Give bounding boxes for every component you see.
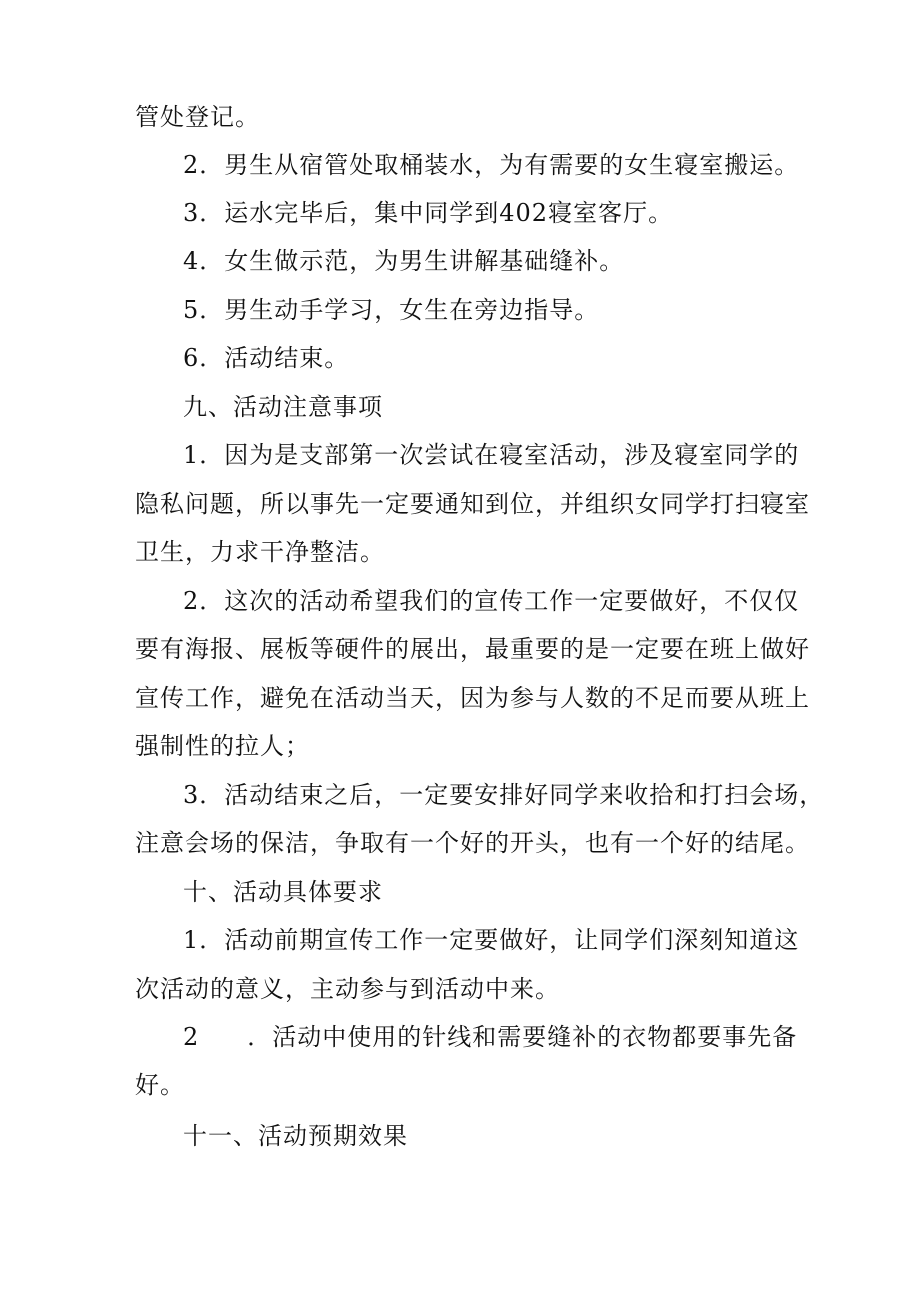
list-item <box>183 1022 797 1052</box>
list-item: 1．活动前期宣传工作一定要做好，让同学们深刻知道这 <box>183 926 800 954</box>
text-line: 管处登记。 <box>135 103 260 131</box>
list-item: 3．运水完毕后，集中同学到402寝室客厅。 <box>183 199 674 227</box>
list-item: 1．因为是支部第一次尝试在寝室活动，涉及寝室同学的 <box>183 441 800 469</box>
list-item: 5．男生动手学习，女生在旁边指导。 <box>183 296 600 324</box>
list-item: 6．活动结束。 <box>183 344 350 372</box>
list-item: 3．活动结束之后，一定要安排好同学来收拾和打扫会场， <box>183 781 825 809</box>
text-line: 宣传工作，避免在活动当天，因为参与人数的不足而要从班上 <box>135 684 810 712</box>
text-line: 注意会场的保洁，争取有一个好的开头，也有一个好的结尾。 <box>135 829 810 857</box>
section-heading: 九、活动注意事项 <box>183 393 383 421</box>
text-line: 要有海报、展板等硬件的展出，最重要的是一定要在班上做好 <box>135 635 810 663</box>
list-item: 2．这次的活动希望我们的宣传工作一定要做好，不仅仅 <box>183 587 800 615</box>
list-item-text: ．活动中使用的针线和需要缝补的衣物都要事先备 <box>247 1023 798 1051</box>
list-item-number: 2 <box>183 1023 200 1051</box>
list-item: 4．女生做示范，为男生讲解基础缝补。 <box>183 247 625 275</box>
section-heading: 十、活动具体要求 <box>183 878 383 906</box>
text-line: 好。 <box>135 1071 185 1099</box>
section-heading: 十一、活动预期效果 <box>183 1122 408 1150</box>
text-line: 隐私问题，所以事先一定要通知到位，并组织女同学打扫寝室 <box>135 490 810 518</box>
text-line: 次活动的意义，主动参与到活动中来。 <box>135 975 560 1003</box>
list-item: 2．男生从宿管处取桶装水，为有需要的女生寝室搬运。 <box>183 151 800 179</box>
text-line: 强制性的拉人； <box>135 732 310 760</box>
text-line: 卫生，力求干净整洁。 <box>135 538 385 566</box>
